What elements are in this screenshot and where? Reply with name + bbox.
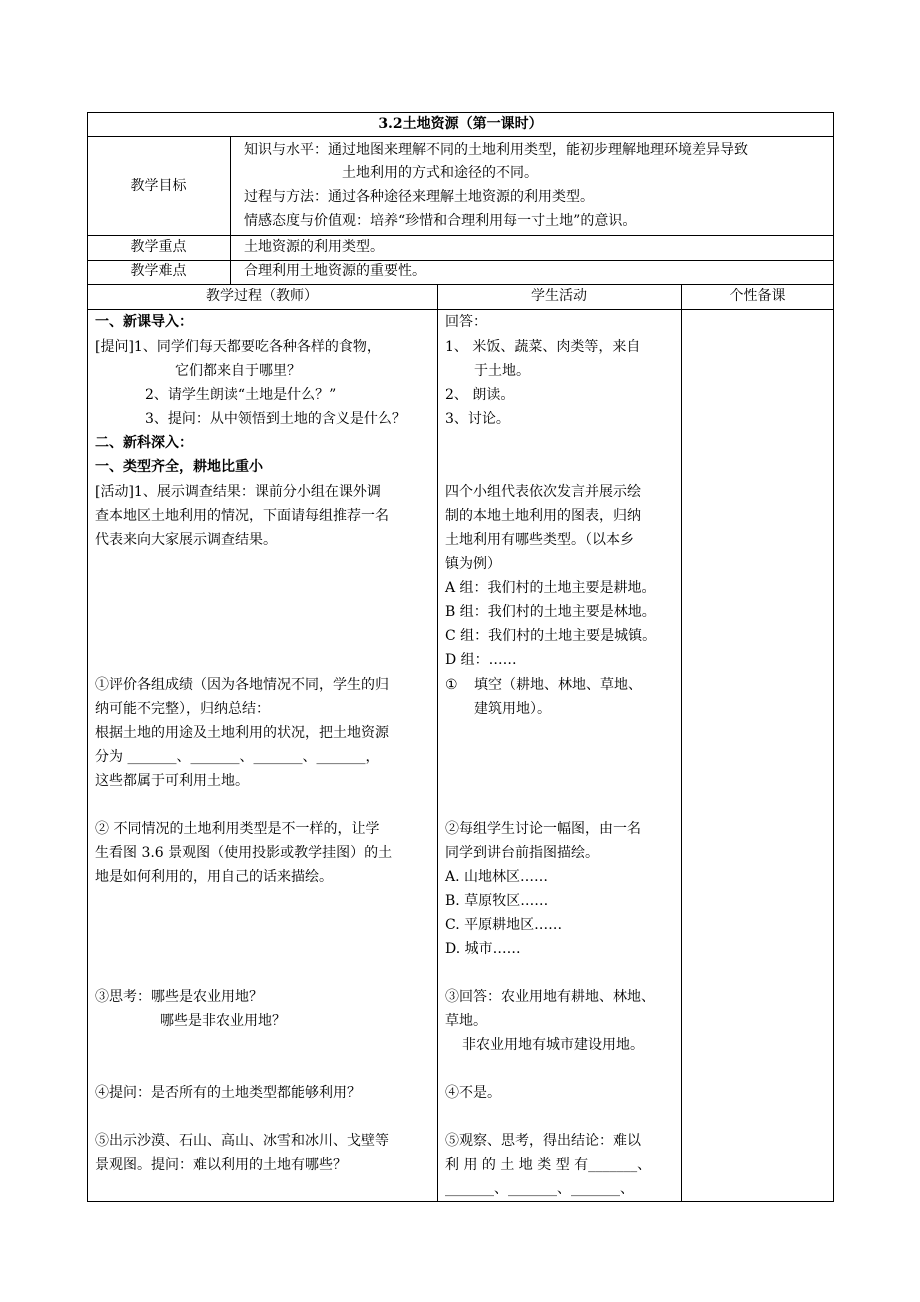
group-a-report: A 组：我们村的土地主要是耕地。 [445,580,656,596]
teacher-evaluate-line-5: 这些都属于可利用土地。 [95,773,249,789]
teacher-activity-line-1: [活动]1、展示调查结果：课前分小组在课外调 [95,484,381,500]
title-row-divider [87,136,834,137]
focus-label: 教学重点 [130,239,187,255]
teacher-point-4: ④提问：是否所有的土地类型都能够利用？ [95,1085,361,1101]
teacher-column-header: 教学过程（教师） [206,288,318,304]
teacher-question-2: 2、请学生朗读“土地是什么？” [145,387,337,403]
student-reply-3-line-1: ③回答：农业用地有耕地、林地、 [445,989,655,1005]
goal-knowledge-line-2: 土地利用的方式和途径的不同。 [342,165,538,181]
student-groups-line-3: 土地利用有哪些类型。（以本乡 [445,532,634,548]
teacher-evaluate-line-3: 根据土地的用途及土地利用的状况，把土地资源 [95,725,389,741]
student-fill-line-2: 建筑用地）。 [474,701,551,717]
section-deep-heading: 二、新科深入： [95,435,193,451]
landscape-item-b: B. 草原牧区…… [445,893,549,909]
teacher-evaluate-line-1: ①评价各组成绩（因为各地情况不同，学生的归 [95,677,389,693]
landscape-item-c: C. 平原耕地区…… [445,917,563,933]
teacher-column-divider [437,284,438,1202]
landscape-item-d: D. 城市…… [445,941,521,957]
section-intro-heading: 一、新课导入： [95,314,193,330]
teacher-evaluate-blanks: 分为 _______、_______、_______、_______， [95,749,380,765]
header-row-divider [87,309,834,310]
teacher-point-2-line-2: 生看图 3.6 景观图（使用投影或教学挂图）的土 [95,845,393,861]
teacher-point-2-line-3: 地是如何利用的，用自己的话来描绘。 [95,869,333,885]
teacher-point-3-line-2: 哪些是非农业用地？ [160,1013,286,1029]
student-groups-line-4: 镇为例） [445,556,501,572]
goals-label: 教学目标 [130,178,187,194]
goals-row-divider [87,235,834,236]
student-answer-1: 1、 米饭、蔬菜、肉类等，来自 [445,339,641,355]
student-reply-5-line-2: 利 用 的 土 地 类 型 有_______、 [445,1157,652,1173]
teacher-activity-line-2: 查本地区土地利用的情况，下面请每组推荐一名 [95,508,389,524]
teacher-question-1-cont: 它们都来自于哪里？ [175,363,301,379]
student-reply-4: ④不是。 [445,1085,501,1101]
student-answer-1-cont: 于土地。 [474,363,530,379]
student-answer-2: 2、 朗读。 [445,387,515,403]
page-title: 3.2土地资源（第一课时） [378,116,543,132]
student-reply-5-blanks: _______、_______、_______、 [445,1181,634,1197]
student-column-divider [681,284,682,1202]
teacher-question-3: 3、提问：从中领悟到土地的含义是什么？ [145,411,406,427]
goal-process: 过程与方法：通过各种途径来理解土地资源的利用类型。 [244,189,594,205]
teacher-point-5-line-1: ⑤出示沙漠、石山、高山、冰雪和冰川、戈壁等 [95,1133,389,1149]
student-discuss-line-1: ②每组学生讨论一幅图，由一名 [445,821,641,837]
student-fill-number: ① [445,677,458,693]
student-column-header: 学生活动 [531,288,587,304]
student-reply-5-line-1: ⑤观察、思考，得出结论：难以 [445,1133,641,1149]
notes-column-header: 个性备课 [729,288,786,304]
group-d-report: D 组：…… [445,652,517,668]
student-answer-3: 3、讨论。 [445,411,510,427]
student-reply-3-line-2: 草地。 [445,1013,487,1029]
teacher-point-3-line-1: ③思考：哪些是农业用地？ [95,989,263,1005]
subsection-heading: 一、类型齐全，耕地比重小 [95,459,263,475]
teacher-evaluate-line-2: 纳可能不完整），归纳总结： [95,701,270,717]
goal-knowledge-line-1: 知识与水平：通过地图来理解不同的土地利用类型，能初步理解地理环境差异导致 [244,142,748,158]
landscape-item-a: A. 山地林区…… [445,869,549,885]
group-c-report: C 组：我们村的土地主要是城镇。 [445,628,657,644]
difficulty-label: 教学难点 [130,263,187,279]
student-groups-line-2: 制的本地土地利用的图表，归纳 [445,508,641,524]
label-column-divider [230,136,231,284]
group-b-report: B 组：我们村的土地主要是林地。 [445,604,656,620]
student-discuss-line-2: 同学到讲台前指图描绘。 [445,845,599,861]
student-reply-3-line-3: 非农业用地有城市建设用地。 [462,1037,644,1053]
difficulty-row-divider [87,284,834,285]
teacher-question-1: [提问]1、同学们每天都要吃各种各样的食物， [95,339,381,355]
teacher-activity-line-3: 代表来向大家展示调查结果。 [95,532,277,548]
teacher-point-2-line-1: ② 不同情况的土地利用类型是不一样的，让学 [95,821,380,837]
student-groups-line-1: 四个小组代表依次发言并展示绘 [445,484,641,500]
student-fill-line-1: 填空（耕地、林地、草地、 [474,677,642,693]
student-answer-label: 回答： [445,314,487,330]
focus-text: 土地资源的利用类型。 [244,239,384,255]
difficulty-text: 合理利用土地资源的重要性。 [244,263,426,279]
teacher-point-5-line-2: 景观图。提问：难以利用的土地有哪些？ [95,1157,347,1173]
goal-emotion: 情感态度与价值观：培养“珍惜和合理利用每一寸土地”的意识。 [244,213,637,229]
